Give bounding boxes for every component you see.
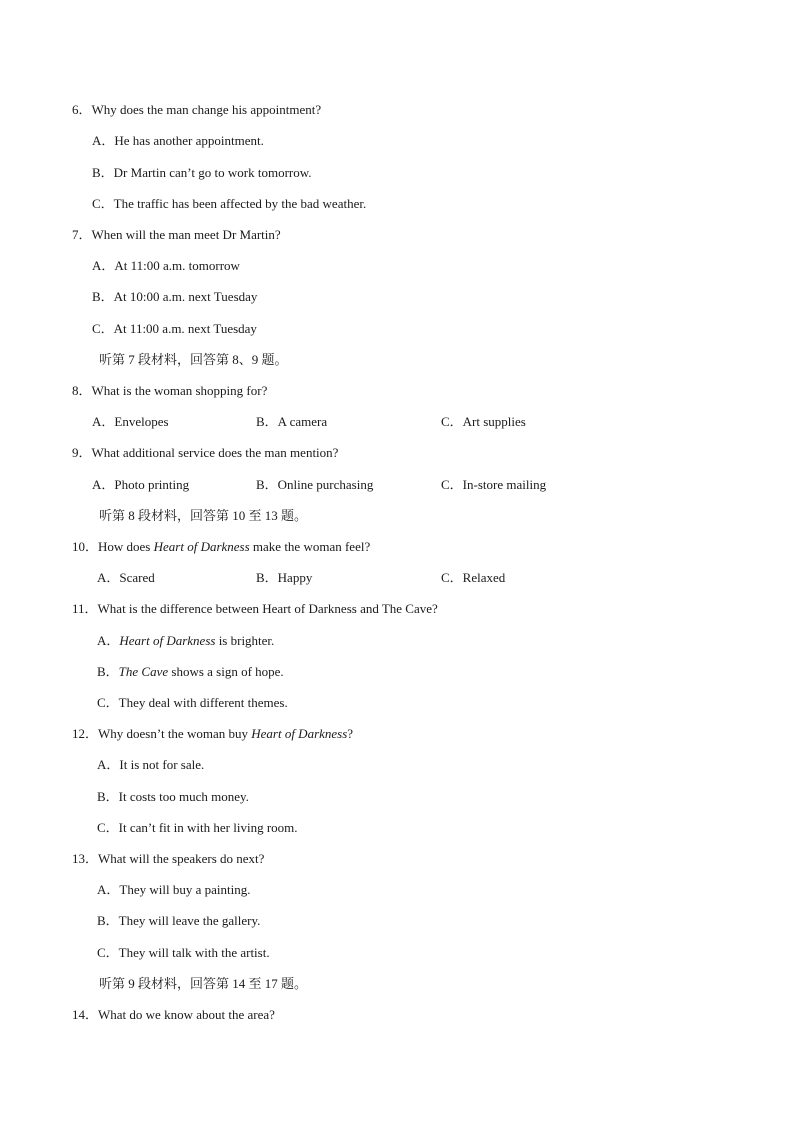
book-title: The Cave: [118, 664, 169, 679]
question-number: 9．: [72, 445, 92, 460]
question-text: What do we know about the area?: [98, 1007, 275, 1022]
book-title: Heart of Darkness: [251, 726, 348, 741]
option-9a: A．Photo printing: [92, 477, 190, 492]
question-text-end: ?: [347, 726, 354, 741]
question-number: 14．: [72, 1007, 99, 1022]
book-title: Heart of Darkness: [153, 539, 250, 554]
option-text: is brighter.: [215, 633, 275, 648]
option-8b: B．A camera: [256, 414, 328, 429]
option-13b: B．They will leave the gallery.: [97, 913, 261, 928]
section-instruction-8: 听第 8 段材料，回答第 10 至 13 题。: [99, 508, 308, 523]
question-number: 8．: [72, 383, 92, 398]
question-11: [72, 601, 438, 617]
option-9b: B．Online purchasing: [256, 477, 374, 492]
question-6: [72, 102, 321, 118]
question-text: Why doesn’t the woman buy: [98, 726, 252, 741]
question-10: [72, 539, 370, 555]
option-11a: [97, 633, 274, 649]
question-text: When will the man meet Dr Martin?: [91, 227, 281, 242]
question-8: [72, 383, 267, 399]
question-7: [72, 227, 281, 243]
option-12b: B．It costs too much money.: [97, 789, 249, 804]
question-14: [72, 1007, 275, 1023]
option-10c: C．Relaxed: [441, 570, 506, 585]
section-instruction-7: 听第 7 段材料，回答第 8、9 题。: [99, 352, 288, 367]
question-number: 13．: [72, 851, 99, 866]
option-7b: B．At 10:00 a.m. next Tuesday: [92, 289, 258, 304]
question-text: What is the difference between Heart of Darkness and The Cave?: [97, 601, 438, 616]
option-6a: A．He has another appointment.: [92, 133, 264, 148]
option-13a: A．They will buy a painting.: [97, 882, 251, 897]
option-9c: C．In-store mailing: [441, 477, 547, 492]
option-8a: A．Envelopes: [92, 414, 169, 429]
option-11b: [97, 664, 284, 680]
question-number: 10．: [72, 539, 99, 554]
option-label: A．: [97, 633, 120, 648]
question-text: How does: [98, 539, 154, 554]
option-6b: B．Dr Martin can’t go to work tomorrow.: [92, 165, 312, 180]
question-text: What will the speakers do next?: [98, 851, 265, 866]
option-7a: A．At 11:00 a.m. tomorrow: [92, 258, 240, 273]
question-13: [72, 851, 264, 867]
option-label: B．: [97, 664, 119, 679]
option-10a: A．Scared: [97, 570, 155, 585]
question-9: [72, 445, 338, 461]
option-11c: C．They deal with different themes.: [97, 695, 288, 710]
option-7c: C．At 11:00 a.m. next Tuesday: [92, 321, 257, 336]
section-instruction-9: 听第 9 段材料，回答第 14 至 17 题。: [99, 976, 308, 991]
book-title: Heart of Darkness: [119, 633, 216, 648]
option-12c: C．It can’t fit in with her living room.: [97, 820, 298, 835]
option-10b: B．Happy: [256, 570, 313, 585]
question-12: [72, 726, 353, 742]
option-13c: C．They will talk with the artist.: [97, 945, 270, 960]
question-text: Why does the man change his appointment?: [91, 102, 322, 117]
question-number: 6．: [72, 102, 92, 117]
option-6c: C．The traffic has been affected by the bad weather.: [92, 196, 367, 211]
question-number: 11．: [72, 601, 98, 616]
option-text: shows a sign of hope.: [168, 664, 284, 679]
option-8c: C．Art supplies: [441, 414, 526, 429]
question-text-end: make the woman feel?: [249, 539, 371, 554]
option-12a: A．It is not for sale.: [97, 757, 205, 772]
question-number: 7．: [72, 227, 92, 242]
question-text: What additional service does the man mention?: [91, 445, 339, 460]
question-number: 12．: [72, 726, 99, 741]
question-text: What is the woman shopping for?: [91, 383, 268, 398]
